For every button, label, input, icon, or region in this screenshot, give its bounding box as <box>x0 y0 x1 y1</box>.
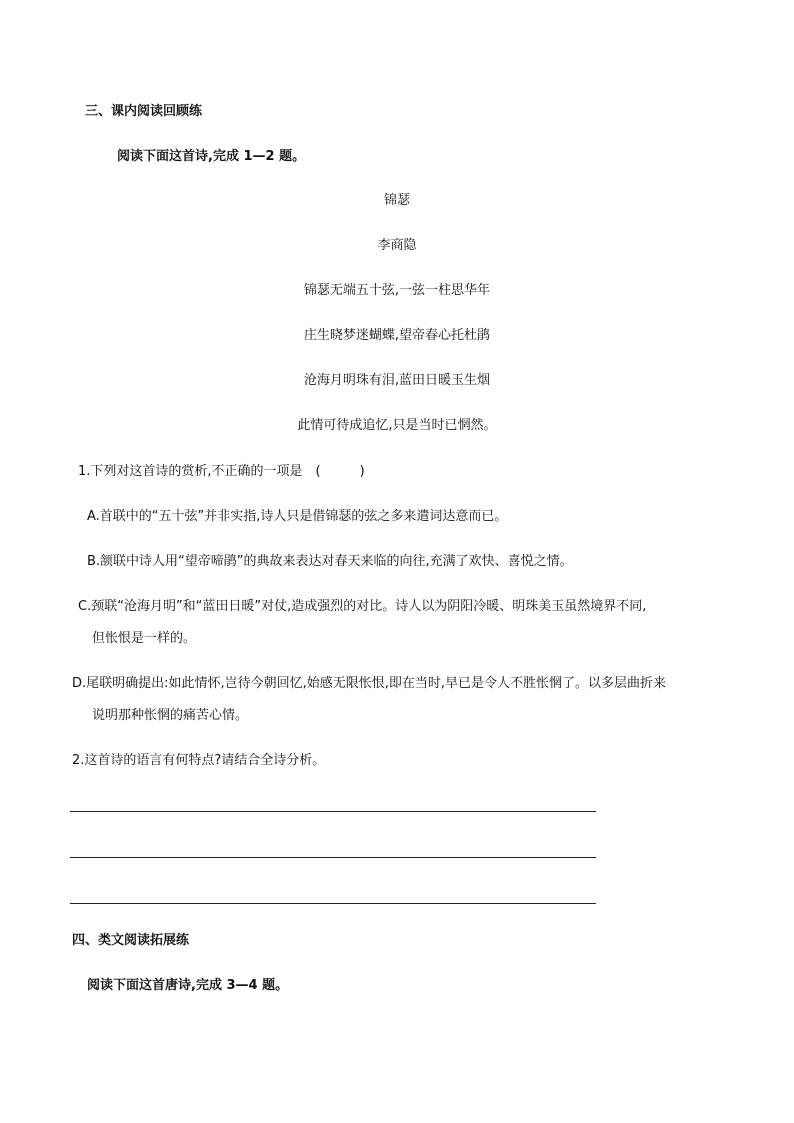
question-1-option-d-line-2: 说明那种怅惘的痛苦心情。 <box>92 708 249 723</box>
section3-instruction: 阅读下面这首诗,完成 1—2 题。 <box>117 149 306 164</box>
section4-heading: 四、类文阅读拓展练 <box>72 933 190 948</box>
poem-line-4: 此情可待成追忆,只是当时已惘然。 <box>297 418 497 433</box>
poem-line-1: 锦瑟无端五十弦,一弦一柱思华年 <box>303 283 491 298</box>
question-1-option-d-line-1: D.尾联明确提出:如此情怀,岂待今朝回忆,始感无限怅恨,即在当时,早已是令人不胜怅惘了。以多层曲折来 <box>72 676 667 691</box>
question-1-option-a: A.首联中的“五十弦”并非实指,诗人只是借锦瑟的弦之多来遣词达意而已。 <box>87 509 508 524</box>
poem-line-3: 沧海月明珠有泪,蓝田日暖玉生烟 <box>303 373 491 388</box>
answer-line-3[interactable] <box>70 903 596 904</box>
poem-title: 锦瑟 <box>383 193 410 208</box>
section4-instruction: 阅读下面这首唐诗,完成 3—4 题。 <box>87 978 289 993</box>
answer-line-2[interactable] <box>70 857 596 858</box>
answer-line-1[interactable] <box>70 811 596 812</box>
section3-heading: 三、课内阅读回顾练 <box>85 104 203 119</box>
question-1-option-b: B.颔联中诗人用“望帝啼鹃”的典故来表达对春天来临的向往,充满了欢快、喜悦之情。 <box>87 554 573 569</box>
question-1-stem: 1.下列对这首诗的赏析,不正确的一项是 ( ) <box>78 464 365 479</box>
poem-line-2: 庄生晓梦迷蝴蝶,望帝春心托杜鹃 <box>303 328 491 343</box>
poem-author: 李商隐 <box>377 238 417 253</box>
question-2-stem: 2.这首诗的语言有何特点?请结合全诗分析。 <box>72 753 326 768</box>
question-1-option-c-line-1: C.颈联“沧海月明”和“蓝田日暖”对仗,造成强烈的对比。诗人以为阴阳冷暖、明珠美玉虽然境界不同, <box>78 599 647 614</box>
question-1-option-c-line-2: 但怅恨是一样的。 <box>92 631 197 646</box>
